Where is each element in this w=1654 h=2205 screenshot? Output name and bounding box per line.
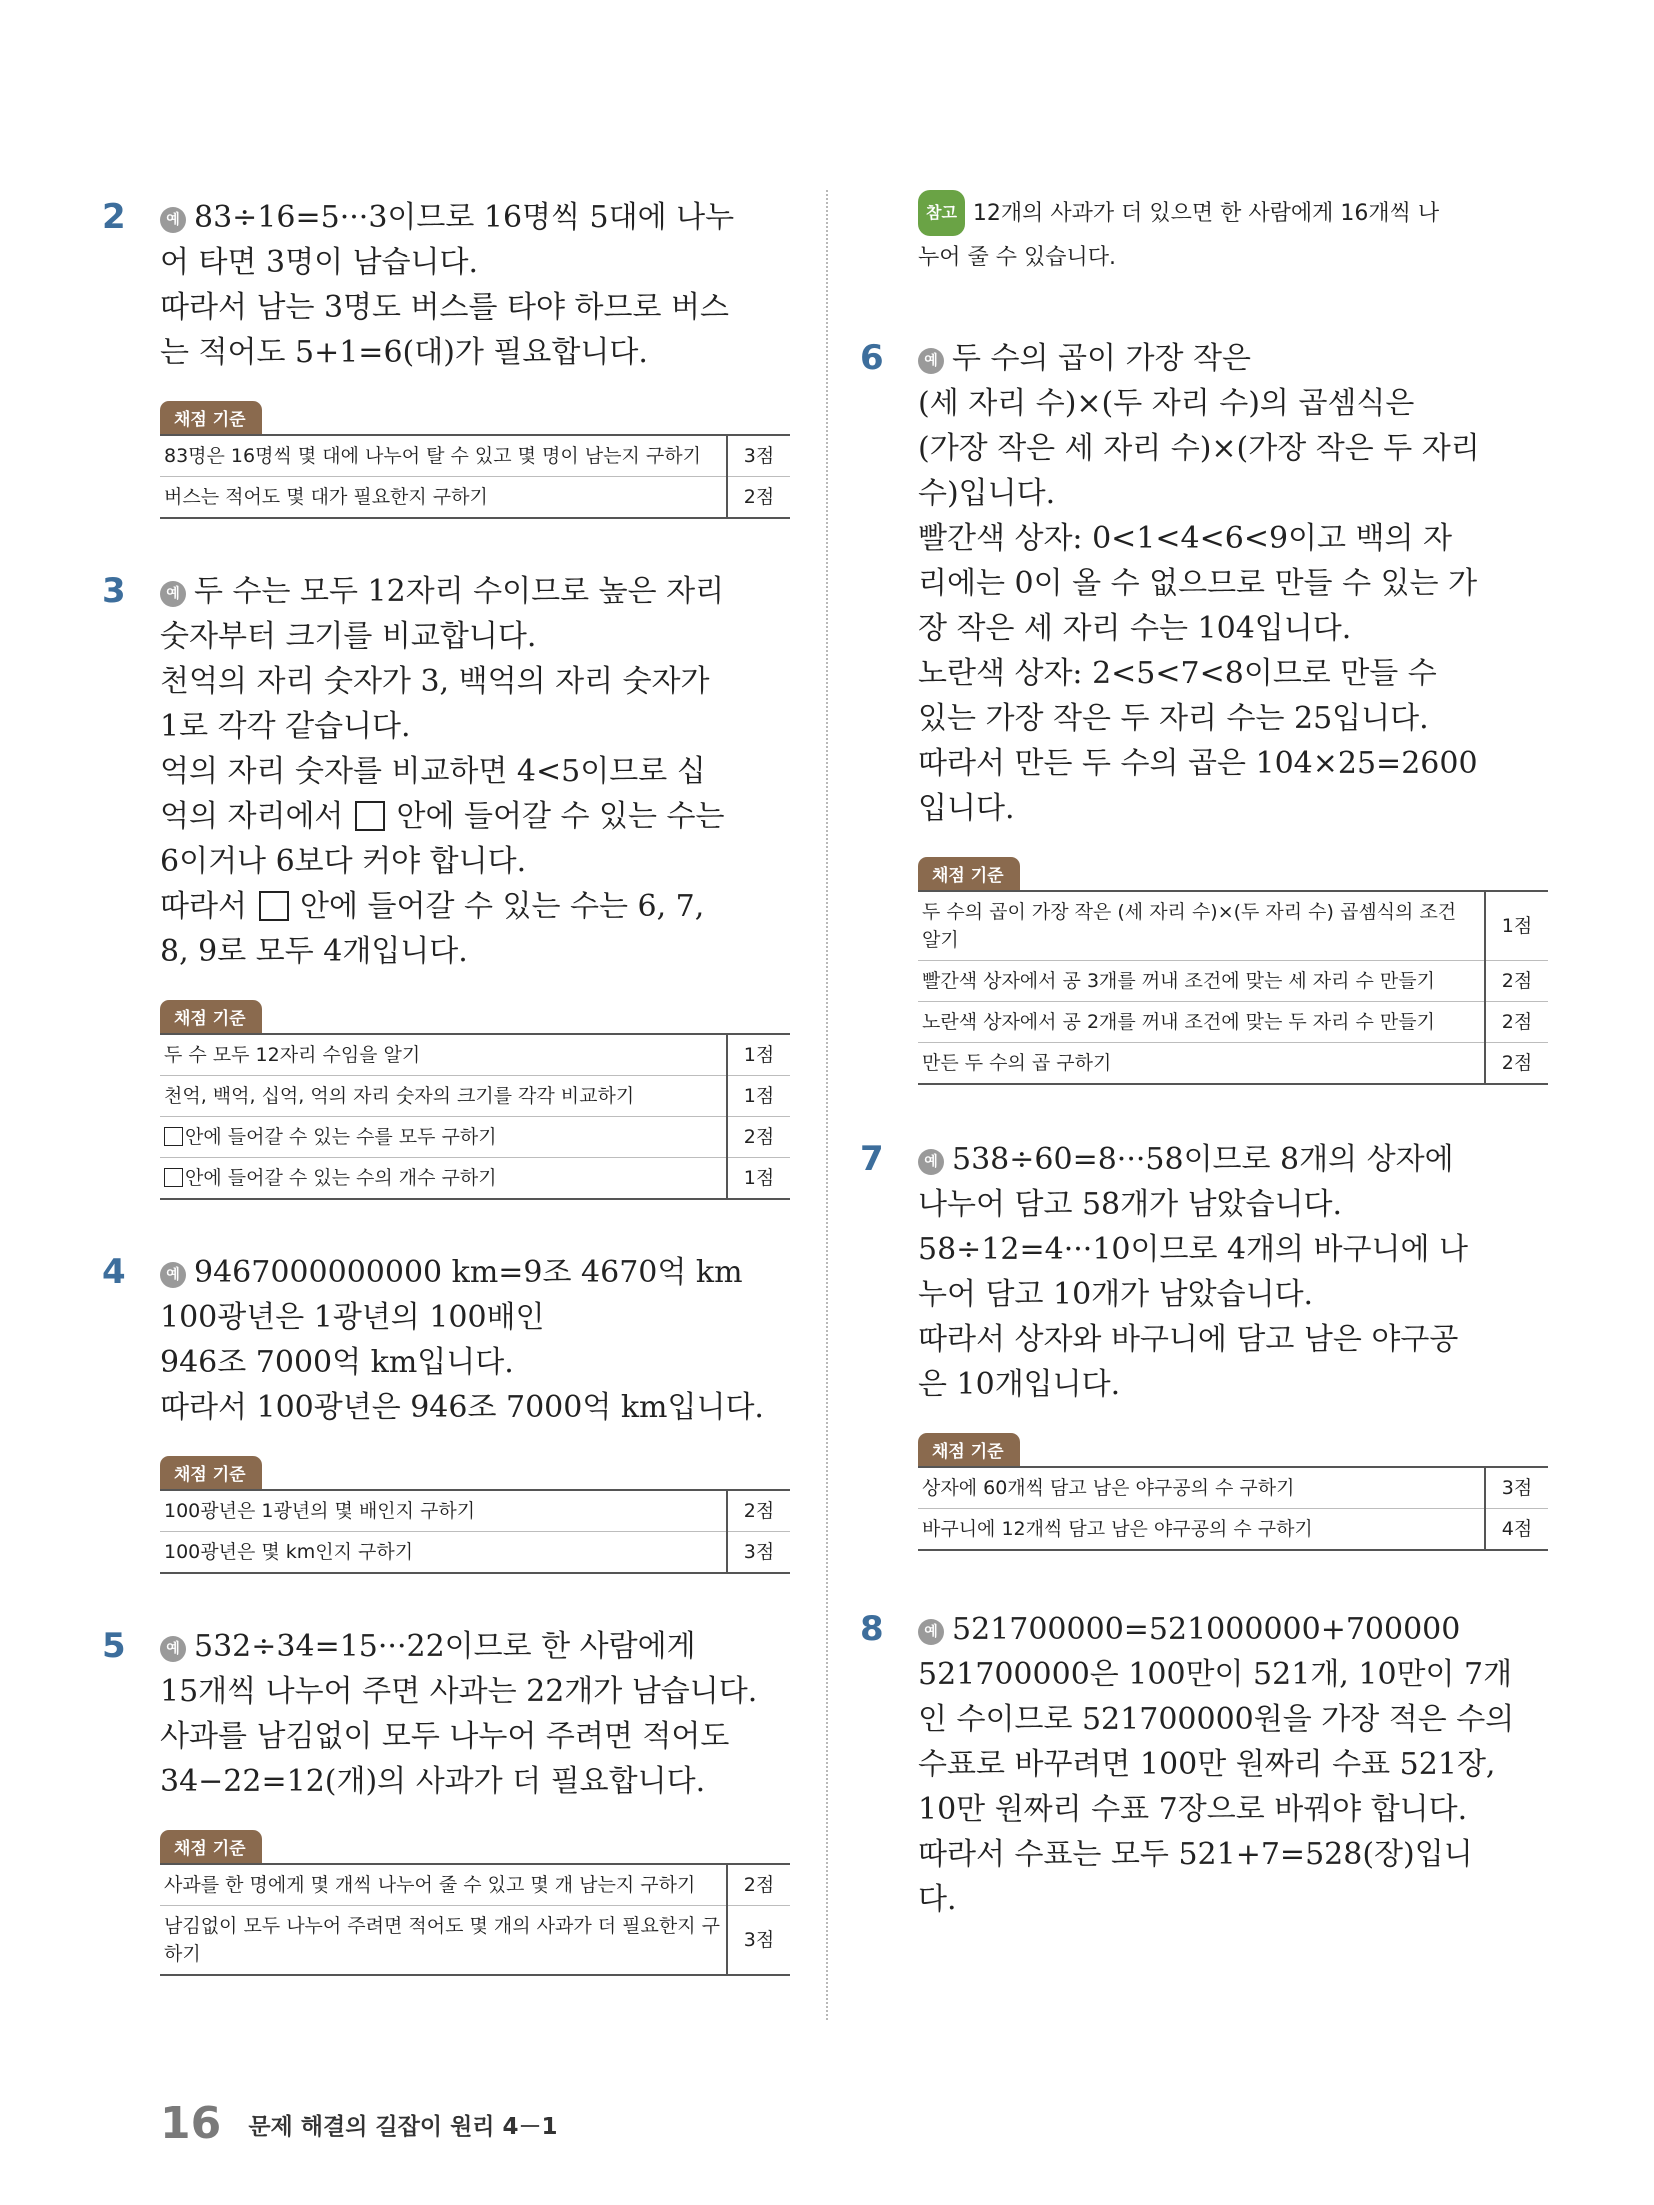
table-row: 빨간색 상자에서 공 3개를 꺼내 조건에 맞는 세 자리 수 만들기 2점 xyxy=(918,961,1548,1002)
example-badge: 예 xyxy=(160,1262,186,1288)
blank-box-icon xyxy=(259,891,289,921)
table-row: 상자에 60개씩 담고 남은 야구공의 수 구하기 3점 xyxy=(918,1467,1548,1509)
scoring-rubric xyxy=(918,1433,1548,1551)
problem-number: 6 xyxy=(860,338,884,378)
table-row: 83명은 16명씩 몇 대에 나누어 탈 수 있고 몇 명이 남는지 구하기 3점 xyxy=(160,435,790,477)
right-column xyxy=(860,190,1548,1922)
reference-note: 참고 12개의 사과가 더 있으면 한 사람에게 16개씩 나 누어 줄 수 있습니다. xyxy=(918,190,1548,280)
solution-text: 예 532÷34=15···22이므로 한 사람에게 15개씩 나누어 주면 사과는 22개가 남습니다. 사과를 남김없이 모두 나누어 주려면 적어도 34−22=12(개)의 사과가 더 필요합니다. xyxy=(160,1629,758,1799)
table-row: 사과를 한 명에게 몇 개씩 나누어 줄 수 있고 몇 개 남는지 구하기 2점 xyxy=(160,1864,790,1906)
table-row: 버스는 적어도 몇 대가 필요한지 구하기 2점 xyxy=(160,477,790,519)
page-footer xyxy=(160,2098,558,2149)
solution-text: 예 두 수는 모두 12자리 수이므로 높은 자리 숫자부터 크기를 비교합니다. 천억의 자리 숫자가 3, 백억의 자리 숫자가 1로 각각 같습니다. 억의 자리 숫자를 비교하면 4<5이므로 십 억의 자리에서 안에 들어갈 수 있는 수는 6이거나 6보다 커야 합니다. 따라서 안에 들어갈 수 있는 수는 6, 7, 8, 9로 모두 4개입니다. xyxy=(160,574,725,969)
rubric-table xyxy=(918,890,1548,1085)
rubric-table xyxy=(160,1033,790,1200)
solution-text: 예 538÷60=8···58이므로 8개의 상자에 나누어 담고 58개가 남았습니다. 58÷12=4···10이므로 4개의 바구니에 나 누어 담고 10개가 남았습니다. 따라서 상자와 바구니에 담고 남은 야구공 은 10개입니다. xyxy=(918,1142,1468,1402)
example-badge: 예 xyxy=(918,348,944,374)
table-row: 100광년은 몇 km인지 구하기 3점 xyxy=(160,1532,790,1574)
example-badge: 예 xyxy=(160,207,186,233)
note-badge: 참고 xyxy=(918,190,965,236)
scoring-rubric xyxy=(160,1830,790,1976)
table-row: 두 수의 곱이 가장 작은 (세 자리 수)×(두 자리 수) 곱셈식의 조건 알기 1점 xyxy=(918,891,1548,961)
table-row: 천억, 백억, 십억, 억의 자리 숫자의 크기를 각각 비교하기 1점 xyxy=(160,1076,790,1117)
table-row: 안에 들어갈 수 있는 수의 개수 구하기 1점 xyxy=(160,1158,790,1200)
example-badge: 예 xyxy=(160,1636,186,1662)
left-column xyxy=(102,195,790,1976)
table-row: 만든 두 수의 곱 구하기 2점 xyxy=(918,1043,1548,1085)
table-row: 노란색 상자에서 공 2개를 꺼내 조건에 맞는 두 자리 수 만들기 2점 xyxy=(918,1002,1548,1043)
problem-number: 3 xyxy=(102,571,126,611)
scoring-rubric xyxy=(160,1456,790,1574)
rubric-table xyxy=(160,434,790,519)
problem-number: 8 xyxy=(860,1609,884,1649)
table-row: 바구니에 12개씩 담고 남은 야구공의 수 구하기 4점 xyxy=(918,1509,1548,1551)
rubric-table xyxy=(160,1489,790,1574)
problem-number: 5 xyxy=(102,1626,126,1666)
problem-3 xyxy=(102,569,790,1200)
rubric-table xyxy=(918,1466,1548,1551)
solution-text: 예 83÷16=5···3이므로 16명씩 5대에 나누 어 타면 3명이 남습니다. 따라서 남는 3명도 버스를 타야 하므로 버스 는 적어도 5+1=6(대)가 필요합니다. xyxy=(160,200,735,370)
table-row: 안에 들어갈 수 있는 수를 모두 구하기 2점 xyxy=(160,1117,790,1158)
example-badge: 예 xyxy=(918,1619,944,1645)
rubric-title: 채점 기준 xyxy=(918,857,1020,890)
rubric-title: 채점 기준 xyxy=(160,401,262,434)
solution-text: 예 두 수의 곱이 가장 작은 (세 자리 수)×(두 자리 수)의 곱셈식은 (가장 작은 세 자리 수)×(가장 작은 두 자리 수)입니다. 빨간색 상자: 0<1<4<6<9이고 백의 자 리에는 0이 올 수 없으므로 만들 수 있는 가 장 작은 세 자리 수는 104입니다. 노란색 상자: 2<5<7<8이므로 만들 수 있는 가장 작은 두 자리 수는 25입니다. 따라서 만든 두 수의 곱은 104×25=2600 입니다. xyxy=(918,341,1480,826)
table-row: 100광년은 1광년의 몇 배인지 구하기 2점 xyxy=(160,1490,790,1532)
blank-box-icon xyxy=(355,801,385,831)
problem-number: 2 xyxy=(102,197,126,237)
scoring-rubric xyxy=(918,857,1548,1085)
column-divider xyxy=(826,190,828,2020)
scoring-rubric xyxy=(160,401,790,519)
problem-4 xyxy=(102,1250,790,1574)
table-row: 두 수 모두 12자리 수임을 알기 1점 xyxy=(160,1034,790,1076)
book-title: 문제 해결의 길잡이 원리 4－1 xyxy=(248,2114,558,2140)
solution-text: 예 9467000000000 km=9조 4670억 km 100광년은 1광년의 100배인 946조 7000억 km입니다. 따라서 100광년은 946조 7000억 km입니다. xyxy=(160,1255,764,1425)
example-badge: 예 xyxy=(918,1149,944,1175)
problem-number: 4 xyxy=(102,1252,126,1292)
rubric-title: 채점 기준 xyxy=(160,1456,262,1489)
rubric-title: 채점 기준 xyxy=(918,1433,1020,1466)
problem-5 xyxy=(102,1624,790,1976)
problem-8 xyxy=(860,1607,1548,1922)
blank-box-icon xyxy=(164,1168,183,1187)
example-badge: 예 xyxy=(160,581,186,607)
problem-7 xyxy=(860,1137,1548,1551)
blank-box-icon xyxy=(164,1127,183,1146)
problem-number: 7 xyxy=(860,1139,884,1179)
problem-6 xyxy=(860,336,1548,1085)
table-row: 남김없이 모두 나누어 주려면 적어도 몇 개의 사과가 더 필요한지 구하기 3점 xyxy=(160,1906,790,1976)
rubric-title: 채점 기준 xyxy=(160,1000,262,1033)
solution-text: 예 521700000=521000000+700000 521700000은 100만이 521개, 10만이 7개 인 수이므로 521700000원을 가장 적은 수의 수표로 바꾸려면 100만 원짜리 수표 521장, 10만 원짜리 수표 7장으로 바꿔야 합니다. 따라서 수표는 모두 521+7=528(장)입니 다. xyxy=(918,1612,1515,1917)
page-number: 16 xyxy=(160,2098,222,2149)
rubric-table xyxy=(160,1863,790,1976)
rubric-title: 채점 기준 xyxy=(160,1830,262,1863)
problem-2 xyxy=(102,195,790,519)
scoring-rubric xyxy=(160,1000,790,1200)
